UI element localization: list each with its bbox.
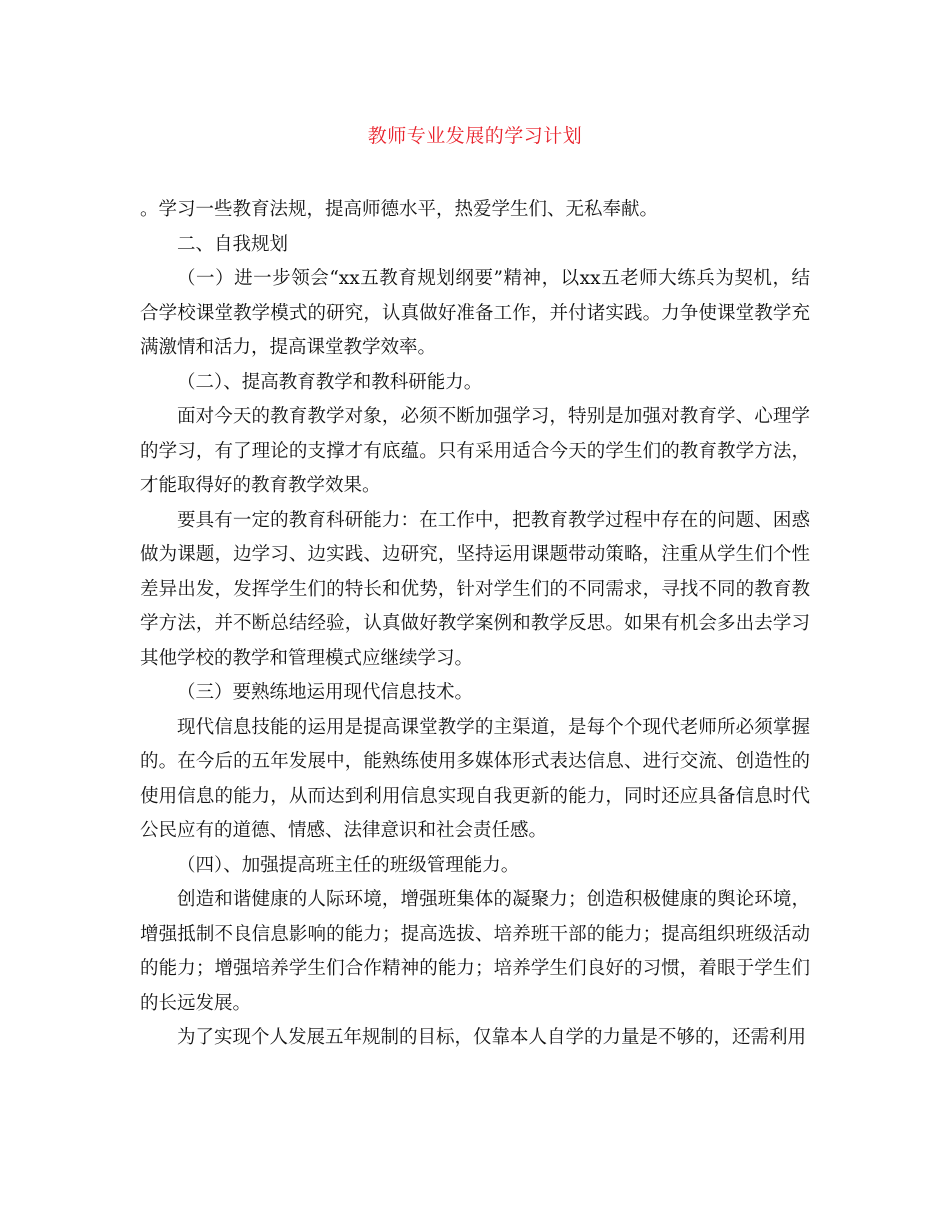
subsection-heading: （二）、提高教育教学和教科研能力。 — [177, 371, 483, 393]
paragraph: 创造和谐健康的人际环境，增强班集体的凝聚力；创造积极健康的舆论环境，增强抵制不良信息影响的能力；提高选拔、培养班干部的能力；提高组织班级活动的能力；增强培养学生们合作精神的能力；培养学生们良好的习惯，着眼于学生们的长远发展。 — [140, 889, 810, 1014]
paragraph: 面对今天的教育教学对象，必须不断加强学习，特别是加强对教育学、心理学的学习，有了理论的支撑才有底蕴。只有采用适合今天的学生们的教育教学方法，才能取得好的教育教学效果。 — [140, 406, 810, 496]
paragraph: 为了实现个人发展五年规制的目标，仅靠本人自学的力量是不够的，还需利用 — [177, 1027, 807, 1048]
subsection-heading: （四）、加强提高班主任的班级管理能力。 — [177, 854, 520, 876]
subsection-heading: （三）要熟练地运用现代信息技术。 — [177, 682, 474, 703]
document-body — [140, 193, 810, 1056]
paragraph: 。学习一些教育法规，提高师德水平，热爱学生们、无私奉献。 — [140, 199, 659, 220]
section-heading: 二、自我规划 — [177, 233, 289, 255]
paragraph: 要具有一定的教育科研能力：在工作中，把教育教学过程中存在的问题、困惑做为课题，边学习、边实践、边研究，坚持运用课题带动策略，注重从学生们个性差异出发，发挥学生们的特长和优势，针对学生们的不同需求，寻找不同的教育教学方法，并不断总结经验，认真做好教学案例和教学反思。如果有机会多出去学习其他学校的教学和管理模式应继续学习。 — [140, 509, 810, 669]
paragraph: （一）进一步领会“xx五教育规划纲要”精神，以xx五老师大练兵为契机，结合学校课堂教学模式的研究，认真做好准备工作，并付诸实践。力争使课堂教学充满激情和活力，提高课堂教学效率。 — [140, 268, 810, 358]
paragraph: 现代信息技能的运用是提高课堂教学的主渠道，是每个个现代老师所必须掌握的。在今后的五年发展中，能熟练使用多媒体形式表达信息、进行交流、创造性的使用信息的能力，从而达到利用信息实现自我更新的能力，同时还应具备信息时代公民应有的道德、情感、法律意识和社会责任感。 — [140, 716, 810, 841]
document-title: 教师专业发展的学习计划 — [367, 125, 583, 147]
